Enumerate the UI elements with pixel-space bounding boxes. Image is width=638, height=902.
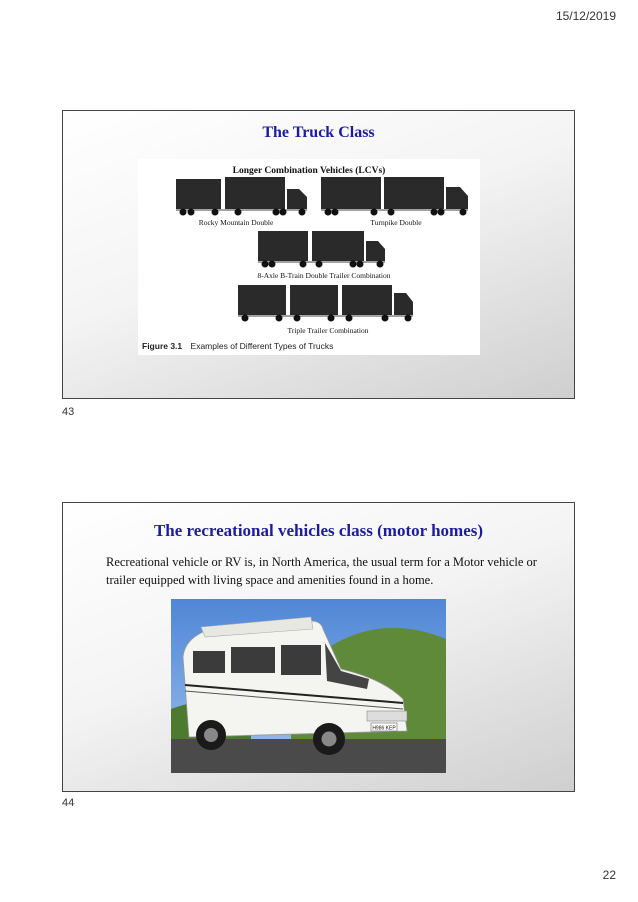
figure-caption [142,341,333,351]
slide-recreational-vehicles [62,502,575,792]
triple-trailer-truck [238,285,413,322]
figure-heading: Longer Combination Vehicles (LCVs) [232,166,386,176]
turnpike-label: Turnpike Double [370,218,422,227]
b-train-truck [258,231,385,268]
print-date: 15/12/2019 [555,9,616,23]
triple-trailer-label: Triple Trailer Combination [287,326,369,335]
motor-home-photo [171,599,446,773]
rocky-mountain-label: Rocky Mountain Double [198,218,274,227]
slide-body-text: Recreational vehicle or RV is, in North America, the usual term for a Motor vehicle or trailer equipped with living space and amenities found in a home. [106,555,537,587]
slide-number: 44 [62,797,75,809]
page-number: 22 [602,868,616,882]
slide-number: 43 [62,406,75,418]
rocky-mountain-double-truck [176,177,307,216]
truck-types-figure [138,159,480,355]
turnpike-double-truck [321,177,468,216]
figure-caption-prefix: Figure 3.1 [142,341,183,351]
figure-caption-text: Examples of Different Types of Trucks [190,341,334,351]
slide-title: The Truck Class [262,124,375,141]
slide-truck-class [62,110,575,399]
b-train-label: 8-Axle B-Train Double Trailer Combination [257,271,391,280]
slide-title: The recreational vehicles class (motor homes) [153,521,484,540]
number-plate: H986 KEP [372,725,396,732]
